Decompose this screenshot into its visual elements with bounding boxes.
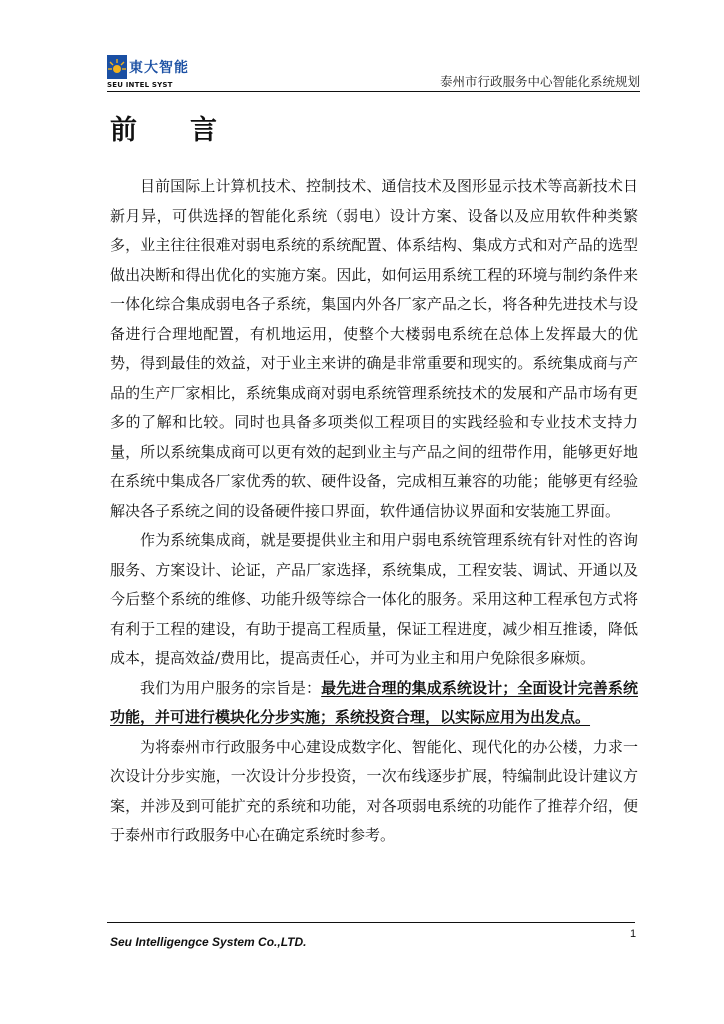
header-divider [107,91,640,92]
heading-char-1: 前 [110,115,137,146]
paragraph-3-emphasis: 最先进合理的集成系统设计；全面设计完善系统功能，并可进行模块化分步实施；系统投资合理，以实际应用为出发点。 [110,678,638,726]
logo-text: 東大智能 [129,60,189,76]
footer-company: Seu Intelligengce System Co.,LTD. [110,935,307,949]
body-text [110,172,638,851]
paragraph-1: 目前国际上计算机技术、控制技术、通信技术及图形显示技术等高新技术日新月异，可供选择的智能化系统（弱电）设计方案、设备以及应用软件种类繁多，业主往往很难对弱电系统的系统配置、体系结构、集成方式和对产品的选型做出决断和得出优化的实施方案。因此，如何运用系统工程的环境与制约条件来一体化综合集成弱电各子系统，集国内外各厂家产品之长，将各种先进技术与设备进行合理地配置，有机地运用，使整个大楼弱电系统在总体上发挥最大的优势，得到最佳的效益，对于业主来讲的确是非常重要和现实的。系统集成商与产品的生产厂家相比，系统集成商对弱电系统管理系统技术的发展和产品市场有更多的了解和比较。同时也具备多项类似工程项目的实践经验和专业技术支持力量，所以系统集成商可以更有效的起到业主与产品之间的纽带作用，能够更好地在系统中集成各厂家优秀的软、硬件设备，完成相互兼容的功能；能够更有经验解决各子系统之间的设备硬件接口界面，软件通信协议界面和安装施工界面。 [110,177,638,520]
section-heading [110,108,217,147]
company-logo [107,55,199,89]
paragraph-3-lead: 我们为用户服务的宗旨是： [140,678,322,697]
sun-logo-icon [107,55,127,79]
paragraph-3 [110,674,638,733]
paragraph-2: 作为系统集成商，就是要提供业主和用户弱电系统管理系统有针对性的咨询服务、方案设计、论证，产品厂家选择，系统集成，工程安装、调试、开通以及今后整个系统的维修、功能升级等综合一体化的服务。采用这种工程承包方式将有利于工程的建设，有助于提高工程质量，保证工程进度，减少相互推诿，降低成本，提高效益/费用比，提高责任心，并可为业主和用户免除很多麻烦。 [110,531,638,667]
paragraph-4: 为将泰州市行政服务中心建设成数字化、智能化、现代化的办公楼，力求一次设计分步实施，一次设计分步投资，一次布线逐步扩展，特编制此设计建议方案，并涉及到可能扩充的系统和功能，对各项弱电系统的功能作了推荐介绍，便于泰州市行政服务中心在确定系统时参考。 [110,737,638,844]
footer-divider [107,922,635,923]
document-title: 泰州市行政服务中心智能化系统规划 [439,74,640,89]
page-number: 1 [630,928,637,940]
heading-char-2: 言 [190,115,217,146]
logo-subtitle: SEU INTEL SYST [107,81,173,89]
